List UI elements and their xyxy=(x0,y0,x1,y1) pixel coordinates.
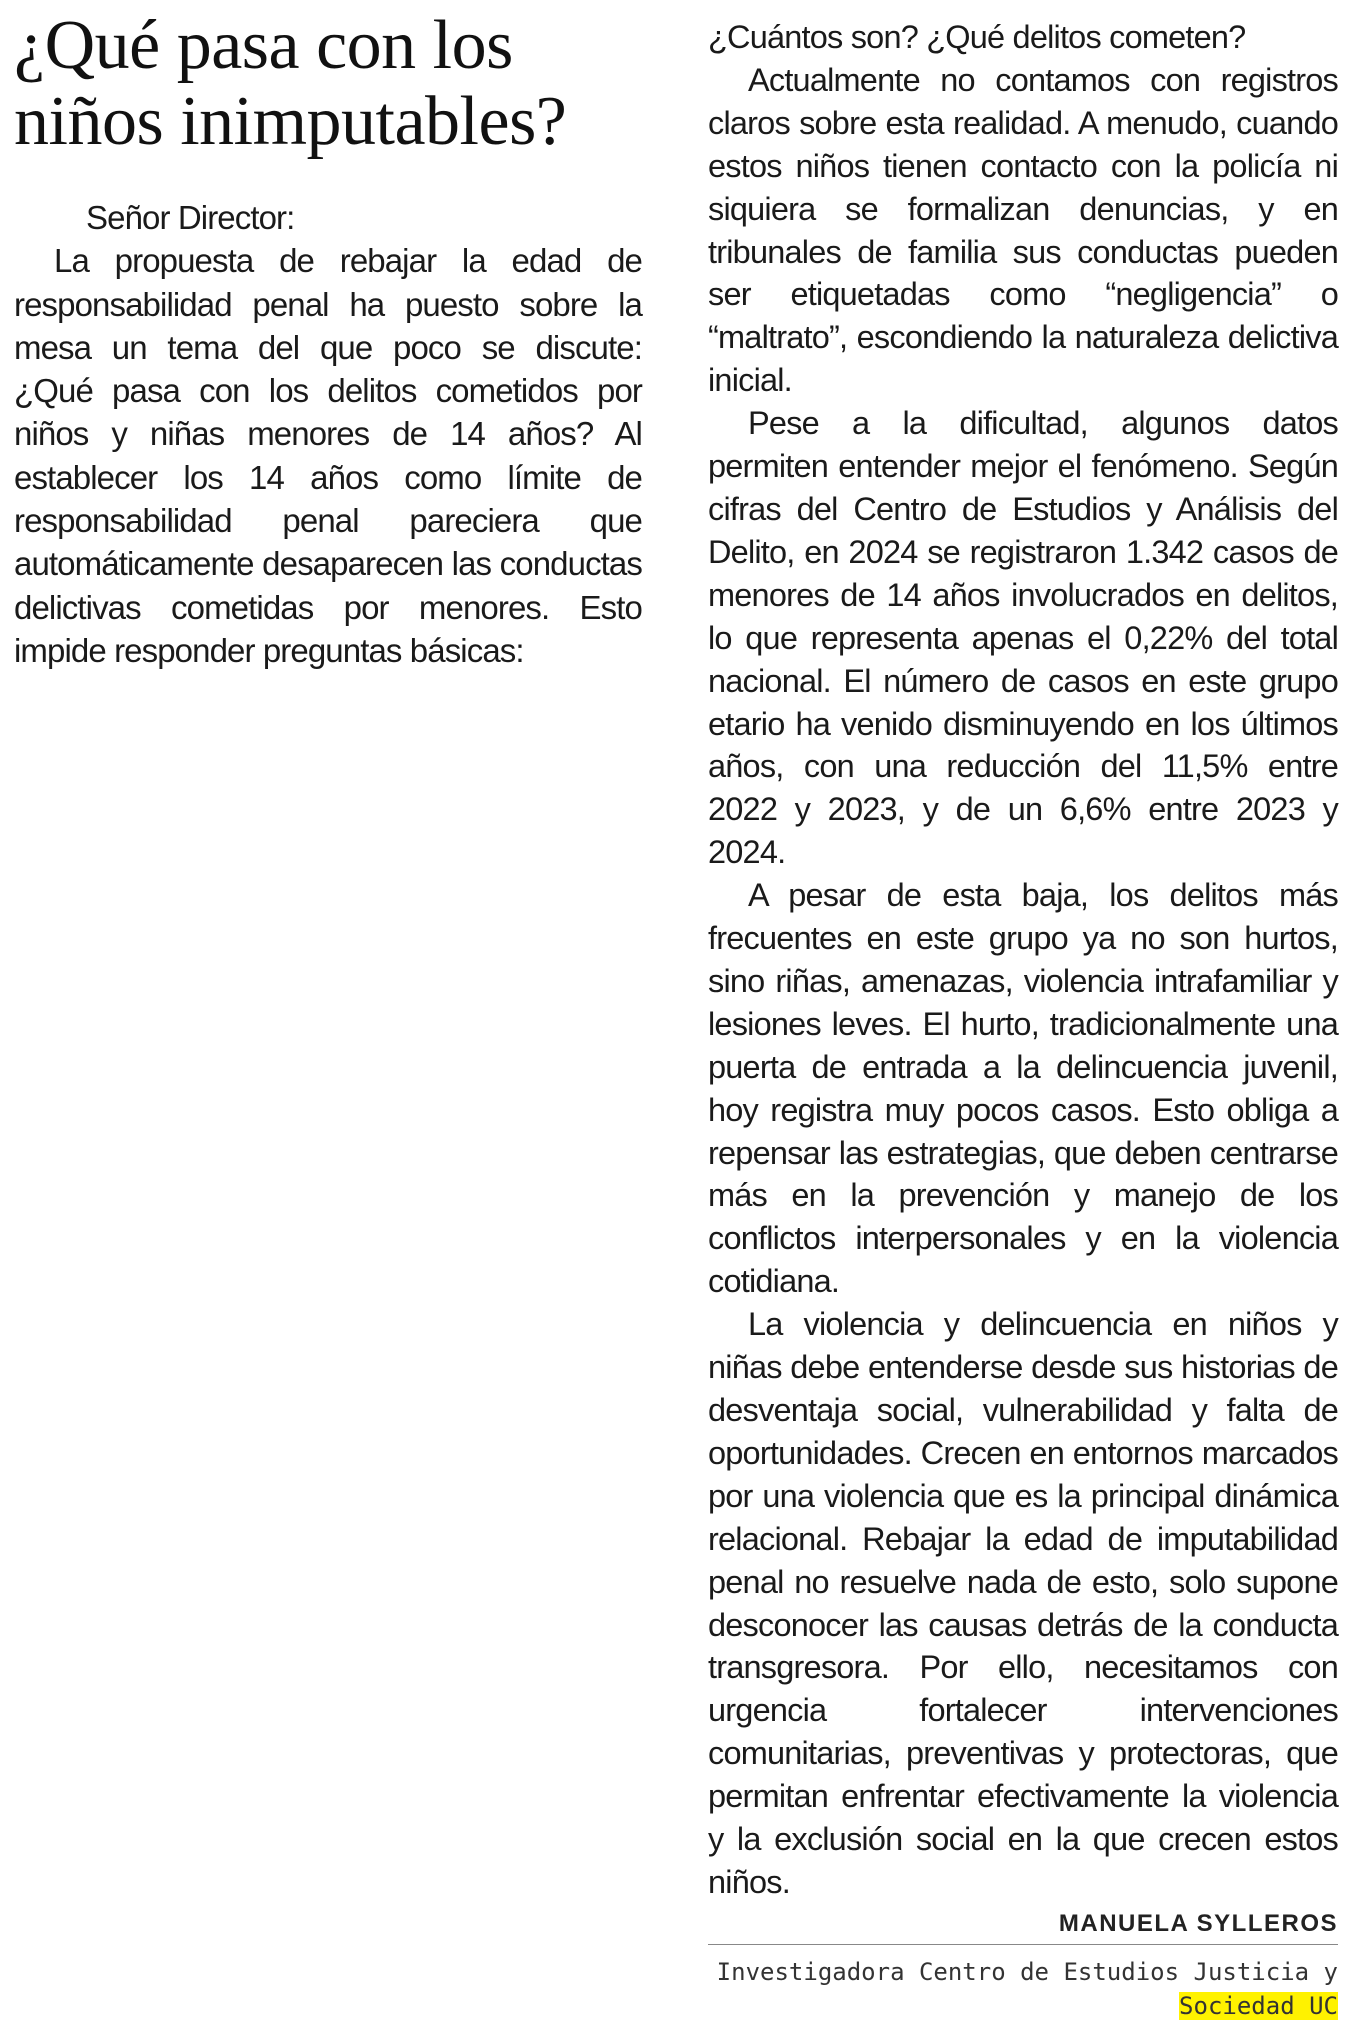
salutation: Señor Director: xyxy=(86,199,295,236)
author-affiliation xyxy=(708,1955,1338,2023)
letter-paragraph-3: Pese a la dificultad, algunos datos permiten entender mejor el fenómeno. Según cifras del Centro de Estudios y Análisis del Delito, en 2024 se registraron 1.342 casos de menores de 14 años involucrados en delitos, lo que representa apenas el 0,22% del total nacional. El número de casos en este grupo etario ha venido disminuyendo en los últimos años, con una reducción del 11,5% entre 2022 y 2023, y de un 6,6% entre 2023 y 2024. xyxy=(708,405,1338,871)
affiliation-text: Investigadora Centro de Estudios Justicia y xyxy=(716,1957,1338,1986)
letter-questions: ¿Cuántos son? ¿Qué delitos cometen? xyxy=(708,19,1246,55)
left-column xyxy=(14,8,642,672)
letter-paragraph-2: Actualmente no contamos con registros claros sobre esta realidad. A menudo, cuando estos niños tienen contacto con la policía ni siquiera se formalizan denuncias, y en tribunales de familia sus conductas pueden ser etiquetadas como “negligencia” o “maltrato”, escondiendo la naturaleza delictiva inicial. xyxy=(708,61,1338,399)
letter-title: ¿Qué pasa con los niños inimputables? xyxy=(14,7,567,160)
author-name: MANUELA SYLLEROS xyxy=(1058,1909,1338,1937)
letter-paragraph-4: A pesar de esta baja, los delitos más frecuentes en este grupo ya no son hurtos, sino riñas, amenazas, violencia intrafamiliar y lesiones leves. El hurto, tradicionalmente una puerta de entrada a la delincuencia juvenil, hoy registra muy pocos casos. Esto obliga a repensar las estrategias, que deben centrarse más en la prevención y manejo de los conflictos interpersonales y en la violencia cotidiana. xyxy=(708,877,1338,1300)
right-column xyxy=(708,16,1338,2023)
letter-paragraph-1: La propuesta de rebajar la edad de responsabilidad penal ha puesto sobre la mesa un tema del que poco se discute: ¿Qué pasa con los delitos cometidos por niños y niñas menores de 14 años? Al establecer los 14 años como límite de responsabilidad penal pareciera que automáticamente desaparecen las conductas delictivas cometidas por menores. Esto impide responder preguntas básicas: xyxy=(14,242,642,669)
letter-paragraph-5: La violencia y delincuencia en niños y niñas debe entenderse desde sus historias de desventaja social, vulnerabilidad y falta de oportunidades. Crecen en entornos marcados por una violencia que es la principal dinámica relacional. Rebajar la edad de imputabilidad penal no resuelve nada de esto, solo supone desconocer las causas detrás de la conducta transgresora. Por ello, necesitamos con urgencia fortalecer intervenciones comunitarias, preventivas y protectoras, que permitan enfrentar efectivamente la violencia y la exclusión social en la que crecen estos niños. xyxy=(708,1306,1338,1900)
affiliation-highlighted-text: Sociedad UC xyxy=(1179,1991,1338,2020)
signature-divider xyxy=(708,1944,1338,1945)
